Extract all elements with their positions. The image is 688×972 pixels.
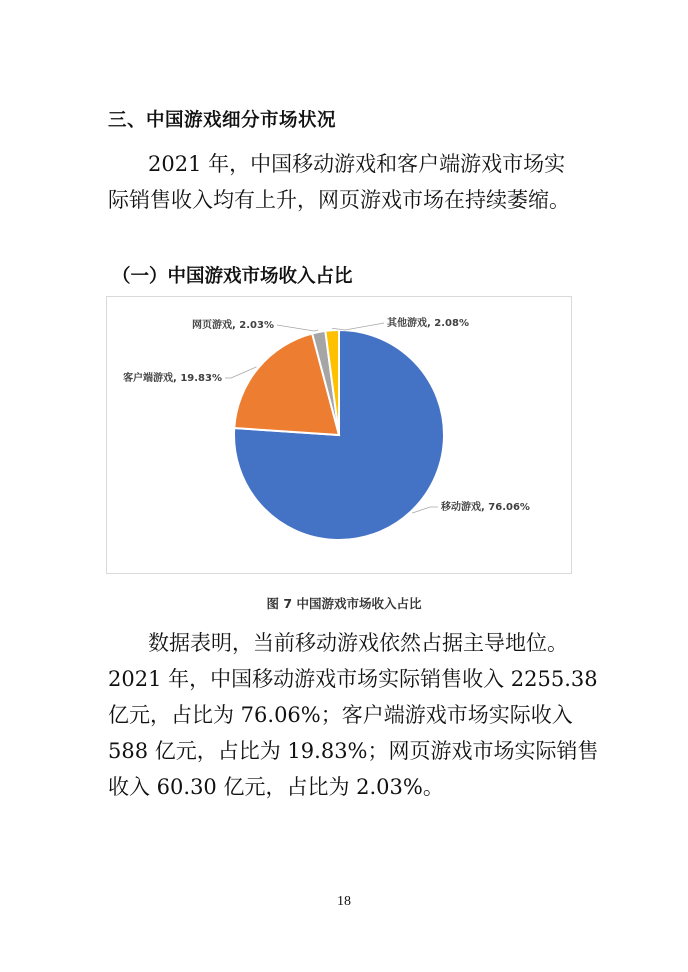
subsection-heading: （一）中国游戏市场收入占比 (112, 266, 353, 287)
data-label: 其他游戏, 2.08% (387, 318, 469, 329)
body-line: 收入 60.30 亿元，占比为 2.03%。 (108, 775, 444, 799)
section-heading: 三、中国游戏细分市场状况 (108, 110, 337, 131)
data-label: 客户端游戏, 19.83% (123, 373, 222, 384)
pie-chart (107, 297, 571, 573)
leader-line (412, 507, 438, 513)
data-label: 网页游戏, 2.03% (192, 320, 274, 331)
body-line: 588 亿元，占比为 19.83%；网页游戏市场实际销售 (108, 739, 599, 763)
body-line: 亿元，占比为 76.06%；客户端游戏市场实际收入 (108, 703, 573, 727)
intro-paragraph: 2021 年，中国移动游戏和客户端游戏市场实际销售收入均有上升，网页游戏市场在持续萎缩。 (108, 152, 570, 212)
page-number: 18 (337, 894, 351, 909)
pie-chart-frame (106, 296, 572, 574)
body-paragraph (108, 625, 599, 805)
body-line: 数据表明，当前移动游戏依然占据主导地位。 (148, 631, 568, 655)
data-label: 移动游戏, 76.06% (441, 502, 530, 513)
leader-line (277, 325, 318, 331)
leader-line (332, 323, 384, 330)
figure-caption: 图 7 中国游戏市场收入占比 (266, 596, 422, 611)
body-line: 2021 年，中国移动游戏市场实际销售收入 2255.38 (108, 667, 598, 691)
